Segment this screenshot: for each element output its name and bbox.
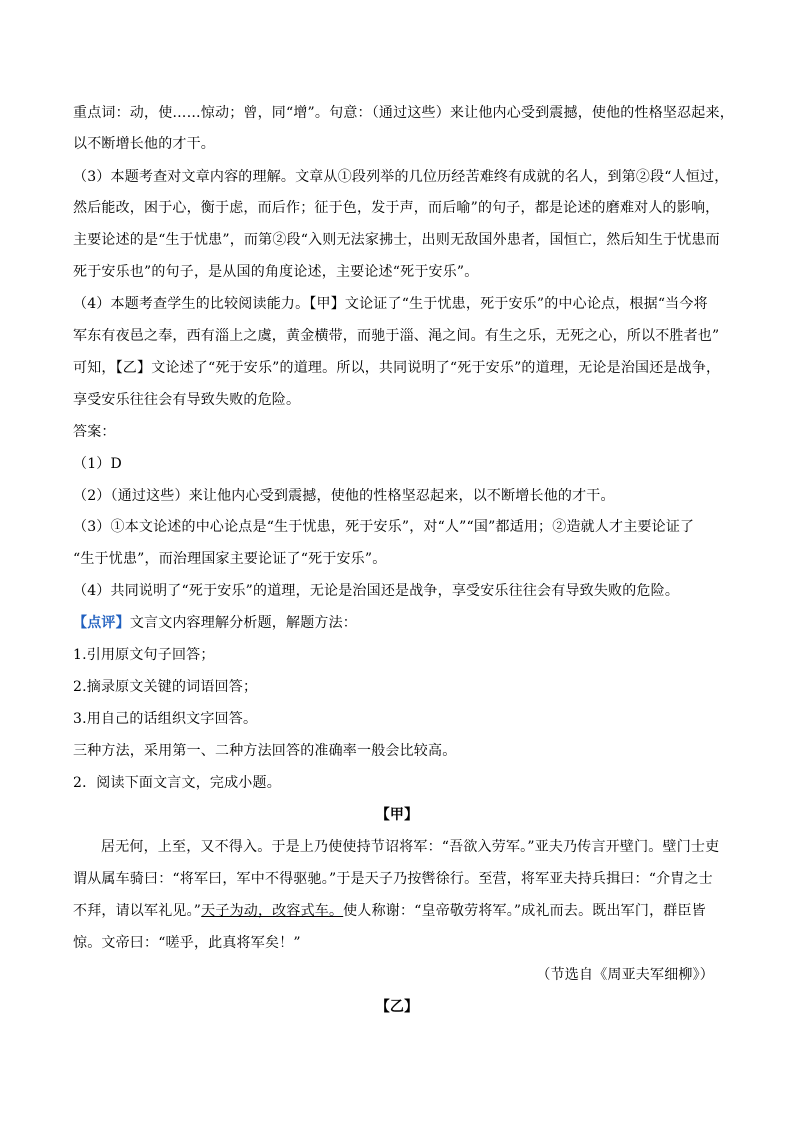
- method-2: 2.摘录原文关键的词语回答；: [73, 679, 258, 695]
- answer-1: （1）D: [73, 456, 122, 472]
- heading-jia: 【甲】: [375, 807, 419, 823]
- heading-yi: 【乙】: [375, 999, 419, 1015]
- answer-line-4: 然后能改，困于心，衡于虑，而后作；征于色，发于声，而后喻”的句子，都是论述的磨难对人的影响，: [73, 200, 720, 216]
- underlined-sentence: 天子为动，改容式车。: [201, 903, 344, 919]
- answer-line-2: 以不断增长他的才干。: [73, 136, 215, 152]
- passage-line-3-end: 使人称谢：“皇帝敬劳将军。”成礼而去。既出军门，群臣皆: [343, 903, 706, 919]
- method-1: 1.引用原文句子回答；: [73, 647, 215, 663]
- answer-label: 答案：: [73, 424, 116, 440]
- passage-line-3-start: 不拜，请以军礼见。”: [73, 903, 202, 919]
- answer-4: （4）共同说明了“死于安乐”的道理，无论是治国还是战争，享受安乐往往会有导致失败的危险。: [73, 583, 680, 599]
- answer-line-9: 可知，【乙】文论述了“死于安乐”的道理。所以，共同说明了“死于安乐”的道理，无论是治国还是战争，: [73, 360, 721, 376]
- methods-summary: 三种方法，采用第一、二种方法回答的准确率一般会比较高。: [73, 743, 457, 759]
- passage-line-1: 居无何，上至，又不得入。于是上乃使使持节诏将军：“吾欲入劳军。”亚夫乃传言开壁门。壁门士吏: [101, 839, 720, 855]
- answer-line-6: 死于安乐也”的句子，是从国的角度论述，主要论述“死于安乐”。: [73, 264, 479, 280]
- method-3: 3.用自己的话组织文字回答。: [73, 711, 258, 727]
- answer-line-8: 军东有夜邑之奉，西有淄上之虞，黄金横带，而驰于淄、渑之间。有生之乐，无死之心，所以不胜者也”: [73, 328, 720, 344]
- answer-3-line-1: （3）①本文论述的中心论点是“生于忧患，死于安乐”，对“人”“国”都适用；②造就人才主要论证了: [73, 519, 695, 535]
- passage-line-4: 惊。文帝曰：“嗟乎，此真将军矣！”: [73, 935, 301, 951]
- comment-line: [73, 613, 357, 633]
- answer-3-line-2: “生于忧患”，而治理国家主要论证了“死于安乐”。: [73, 551, 387, 567]
- passage-line-3: [73, 901, 706, 921]
- answer-line-10: 享受安乐往往会有导致失败的危险。: [73, 392, 301, 408]
- answer-line-1: 重点词：动，使……惊动；曾，同“增”。句意：（通过这些）来让他内心受到震撼，使他的性格坚忍起来，: [73, 105, 734, 121]
- question-2-title: 2．阅读下面文言文，完成小题。: [73, 775, 281, 791]
- answer-2: （2）（通过这些）来让他内心受到震撼，使他的性格坚忍起来，以不断增长他的才干。: [73, 488, 615, 504]
- answer-line-3: （3）本题考查对文章内容的理解。文章从①段列举的几位历经苦难终有成就的名人，到第②段“人恒过，: [73, 169, 729, 185]
- passage-source: （节选自《周亚夫军细柳》）: [536, 967, 714, 983]
- passage-line-2: 谓从属车骑曰：“将军曰，军中不得驱驰。”于是天子乃按辔徐行。至营，将军亚夫持兵揖曰：“介胄之士: [73, 871, 713, 887]
- answer-line-5: 主要论述的是“生于忧患”，而第②段“入则无法家拂士，出则无敌国外患者，国恒亡，然后知生于忧患而: [73, 232, 720, 248]
- comment-tag: 【点评】: [73, 615, 130, 631]
- answer-line-7: （4）本题考查学生的比较阅读能力。【甲】文论证了“生于忧患，死于安乐”的中心论点，根据“当今将: [73, 296, 708, 312]
- comment-text: 文言文内容理解分析题，解题方法：: [129, 615, 358, 631]
